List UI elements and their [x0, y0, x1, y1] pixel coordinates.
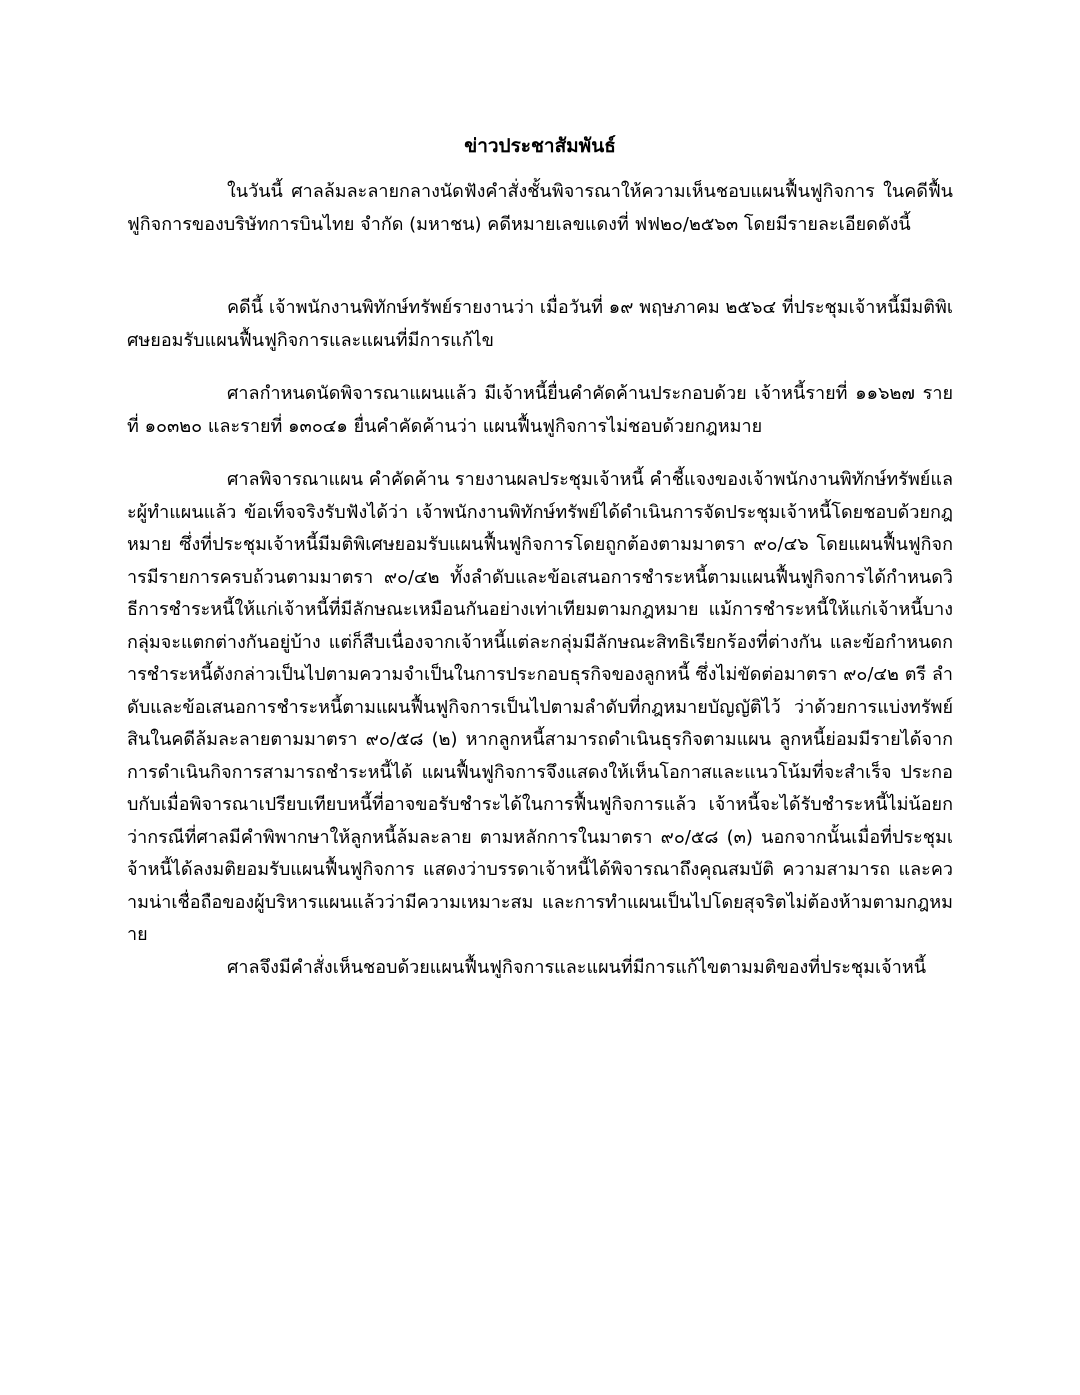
paragraph-objections: ศาลกำหนดนัดพิจารณาแผนแล้ว มีเจ้าหนี้ยื่นคำคัดค้านประกอบด้วย เจ้าหนี้รายที่ ๑๑๖๒๗ รายที่ ๑๐๓๒๐ และรายที่ ๑๓๐๔๑ ยื่นคำคัดค้านว่า แผนฟื้นฟูกิจการไม่ชอบด้วยกฎหมาย [127, 383, 953, 437]
document-title: ข่าวประชาสัมพันธ์ [464, 135, 616, 157]
paragraph-creditors-meeting: คดีนี้ เจ้าพนักงานพิทักษ์ทรัพย์รายงานว่า เมื่อวันที่ ๑๙ พฤษภาคม ๒๕๖๔ ที่ประชุมเจ้าหนี้มีมติพิเศษยอมรับแผนฟื้นฟูกิจการและแผนที่มีการแก้ไข [127, 297, 953, 351]
paragraph-court-order: ศาลจึงมีคำสั่งเห็นชอบด้วยแผนฟื้นฟูกิจการและแผนที่มีการแก้ไขตามมติของที่ประชุมเจ้าหนี้ [227, 957, 926, 978]
paragraph-court-consideration: ศาลพิจารณาแผน คำคัดค้าน รายงานผลประชุมเจ้าหนี้ คำชี้แจงของเจ้าพนักงานพิทักษ์ทรัพย์และผู้ทำแผนแล้ว ข้อเท็จจริงรับฟังได้ว่า เจ้าพนักงานพิทักษ์ทรัพย์ได้ดำเนินการจัดประชุมเจ้าหนี้โดยชอบด้วยกฎหมาย ซึ่งที่ประชุมเจ้าหนี้มีมติพิเศษยอมรับแผนฟื้นฟูกิจการโดยถูกต้องตามมาตรา ๙๐/๔๖ โดยแผนฟื้นฟูกิจการมีรายการครบถ้วนตามมาตรา ๙๐/๔๒ ทั้งลำดับและข้อเสนอการชำระหนี้ตามแผนฟื้นฟูกิจการได้กำหนดวิธีการชำระหนี้ให้แก่เจ้าหนี้ที่มีลักษณะเหมือนกันอย่างเท่าเทียมตามกฎหมาย แม้การชำระหนี้ให้แก่เจ้าหนี้บางกลุ่มจะแตกต่างกันอยู่บ้าง แต่ก็สืบเนื่องจากเจ้าหนี้แต่ละกลุ่มมีลักษณะสิทธิเรียกร้องที่ต่างกัน และข้อกำหนดการชำระหนี้ดังกล่าวเป็นไปตามความจำเป็นในการประกอบธุรกิจของลูกหนี้ ซึ่งไม่ขัดต่อมาตรา ๙๐/๔๒ ตรี ลำดับและข้อเสนอการชำระหนี้ตามแผนฟื้นฟูกิจการเป็นไปตามลำดับที่กฎหมายบัญญัติไว้ ว่าด้วยการแบ่งทรัพย์สินในคดีล้มละลายตามมาตรา ๙๐/๕๘ (๒) หากลูกหนี้สามารถดำเนินธุรกิจตามแผน ลูกหนี้ย่อมมีรายได้จากการดำเนินกิจการสามารถชำระหนี้ได้ แผนฟื้นฟูกิจการจึงแสดงให้เห็นโอกาสและแนวโน้มที่จะสำเร็จ ประกอบกับเมื่อพิจารณาเปรียบเทียบหนี้ที่อาจขอรับชำระได้ในการฟื้นฟูกิจการแล้ว เจ้าหนี้จะได้รับชำระหนี้ไม่น้อยกว่ากรณีที่ศาลมีคำพิพากษาให้ลูกหนี้ล้มละลาย ตามหลักการในมาตรา ๙๐/๕๘ (๓) นอกจากนั้นเมื่อที่ประชุมเจ้าหนี้ได้ลงมติยอมรับแผนฟื้นฟูกิจการ แสดงว่าบรรดาเจ้าหนี้ได้พิจารณาถึงคุณสมบัติ ความสามารถ และความน่าเชื่อถือของผู้บริหารแผนแล้วว่ามีความเหมาะสม และการทำแผนเป็นไปโดยสุจริตไม่ต้องห้ามตามกฎหมาย [127, 469, 953, 945]
paragraph-hearing-notice: ในวันนี้ ศาลล้มละลายกลางนัดฟังคำสั่งชั้นพิจารณาให้ความเห็นชอบแผนฟื้นฟูกิจการ ในคดีฟื้นฟูกิจการของบริษัทการบินไทย จำกัด (มหาชน) คดีหมายเลขแดงที่ ฟฟ๒๐/๒๕๖๓ โดยมีรายละเอียดดังนี้ [127, 181, 953, 235]
